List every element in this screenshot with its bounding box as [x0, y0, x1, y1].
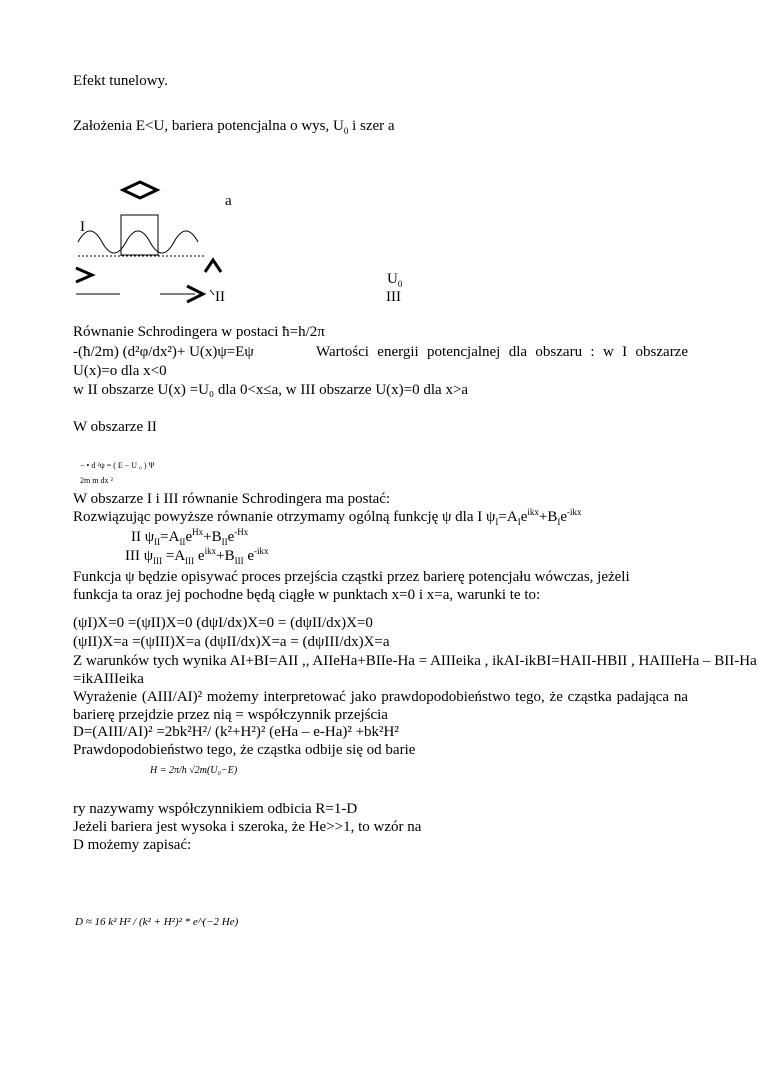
psi-II-line: II $\psi_{II}=A_{II}e^{Hx}+B_{II}e^{-Hx}$ — [131, 527, 249, 547]
eq-I-III: W obszarze I i III równanie Schrodingera ma postać: — [73, 491, 391, 507]
wave-function — [78, 231, 198, 253]
psi-III-line: III $\psi_{III} =A_{III}$ $e^{ikx}+B_{III}$ $e^{-ikx}$ — [125, 546, 269, 566]
high-barrier-text: Jeżeli bariera jest wysoka i szeroka, że He>>1, to wzór na — [73, 819, 422, 835]
function-text: Funkcja ψ będzie opisywać proces przejścia cząstki przez barierę potencjału wówczas, jeżeli — [73, 569, 630, 585]
caret-up-icon — [205, 260, 221, 272]
small-equation-top: − • d ²ψ = ( E − U ₀ ) Ψ — [80, 461, 155, 470]
reflection-text-1: Prawdopodobieństwo tego, że cząstka odbije się od barie — [73, 742, 416, 758]
equation-line: -(ħ/2m) (d²φ/dx²)+ U(x)ψ=Eψ — [73, 344, 254, 360]
label-region-II: II — [215, 289, 225, 305]
high-barrier-text-2: D możemy zapisać: — [73, 837, 192, 853]
region-II-header: W obszarze II — [73, 419, 157, 435]
condition-1: (ψI)X=0 =(ψII)X=0 (dψI/dx)X=0 = (dψII/dx)X=0 — [73, 615, 373, 631]
small-equation-bottom: 2m m dx ² — [80, 476, 113, 485]
condition-2: (ψII)X=a =(ψIII)X=a (dψII/dx)X=a = (dψIII/dx)X=a — [73, 634, 390, 650]
label-region-III: III — [386, 289, 401, 305]
page-title: Efekt tunelowy. — [73, 73, 168, 89]
label-U0: $U_0$ — [387, 271, 403, 289]
result-line-1: Z warunków tych wynika AI+BI=AII ,, AIIeHa+BIIe-Ha = AIIIeika , ikAI-ikBI=HAII-HBII , HAIIIeHa – BII-Ha — [73, 653, 757, 669]
formula-H: H = 2π/h √2m(U₀−E) — [150, 765, 238, 776]
function-text-2: funkcja ta oraz jej pochodne będą ciągłe w punktach x=0 i x=a, warunki te to: — [73, 587, 541, 603]
interpretation-1: Wyrażenie (AIII/AI)² możemy interpretować jako prawdopodobieństwo tego, że cząstka padająca na — [73, 689, 688, 705]
formula-D: D=(AIII/AI)² =2bk²H²/ (k²+H²)² (eHa – e-Ha)² +bk²H² — [73, 724, 399, 740]
result-line-2: =ikAIIIeika — [73, 671, 144, 687]
barrier-rect — [121, 215, 158, 255]
schrodinger-header: Równanie Schrodingera w postaci ħ=h/2π — [73, 324, 325, 340]
assumptions-line: Założenia E<U, bariera potencjalna o wys, $U_0$ i szer a — [73, 118, 395, 136]
region-II-III-text: w II obszarze U(x) =U₀ dla 0<x≤a, w III obszarze U(x)=0 dla x>a — [73, 382, 469, 398]
reflection-text-2: ry nazywamy współczynnikiem odbicia R=1-D — [73, 801, 358, 817]
diamond-glyph — [123, 182, 157, 198]
arrow-right-icon — [76, 268, 92, 282]
energy-text: Wartości energii potencjalnej dla obszaru : w I obszarze — [316, 344, 688, 360]
interpretation-2: barierę przejdzie przez nią = współczynnik przejścia — [73, 707, 388, 723]
region-I-text: U(x)=o dla x<0 — [73, 363, 167, 379]
solving-line: Rozwiązując powyższe równanie otrzymamy ogólną funkcję ψ dla I $\psi_I=A_Ie^{ikx}+B_Ie^{-ikx}$ — [73, 507, 582, 527]
label-region-I: I — [80, 219, 85, 235]
label-a: a — [225, 193, 232, 209]
formula-final: D ≈ 16 k² H² / (k² + H²)² * e^(−2 He) — [75, 916, 239, 928]
